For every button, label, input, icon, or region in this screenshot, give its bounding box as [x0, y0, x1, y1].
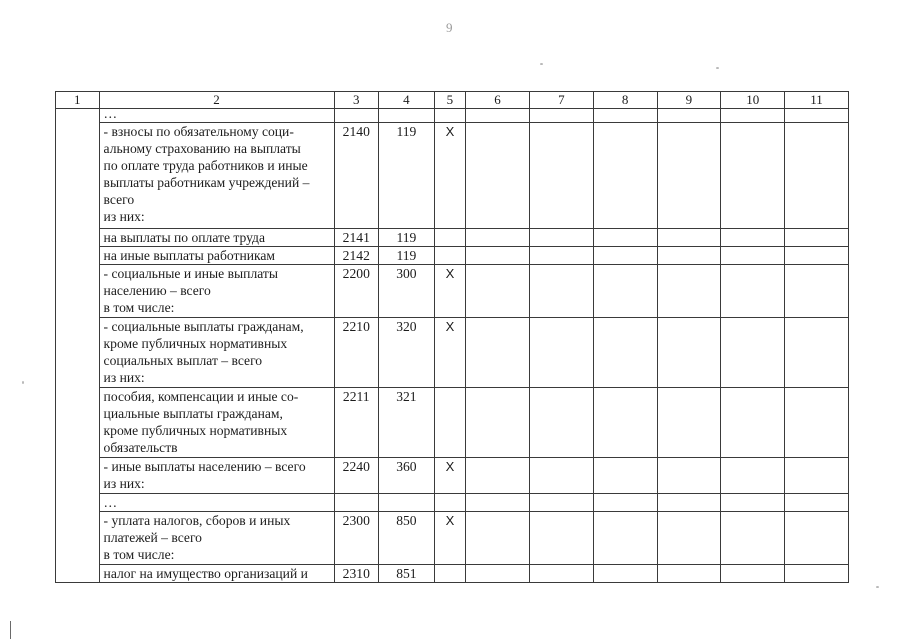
- row-code: 2142: [334, 247, 379, 265]
- description-line: - иные выплаты населению – всего: [103, 459, 306, 474]
- amount-cell: [657, 458, 721, 494]
- amount-cell: [593, 123, 657, 229]
- table-row: [56, 123, 849, 229]
- amount-cell: [529, 229, 593, 247]
- amount-cell: [657, 265, 721, 318]
- amount-cell: [529, 458, 593, 494]
- description-line: кроме публичных нормативных: [103, 423, 288, 438]
- description-line: …: [103, 108, 118, 121]
- table-row: [56, 109, 849, 123]
- amount-cell: [593, 494, 657, 512]
- amount-cell: [529, 512, 593, 565]
- amount-cell: [657, 318, 721, 388]
- amount-cell: [721, 265, 785, 318]
- amount-cell: [785, 512, 849, 565]
- kbk-code: 119: [379, 123, 435, 229]
- header-cell: 4: [379, 92, 435, 109]
- kbk-code: 360: [379, 458, 435, 494]
- kbk-code: 119: [379, 229, 435, 247]
- x-mark: [434, 109, 465, 123]
- amount-cell: [593, 388, 657, 458]
- page-number: 9: [446, 20, 453, 35]
- amount-cell: [785, 458, 849, 494]
- kbk-code: [379, 109, 435, 123]
- amount-cell: [593, 229, 657, 247]
- row-description: [99, 123, 334, 229]
- description-line: из них:: [103, 209, 145, 224]
- amount-cell: [466, 318, 530, 388]
- description-line: платежей – всего: [103, 530, 202, 545]
- x-mark: [434, 565, 465, 583]
- amount-cell: [785, 109, 849, 123]
- row-description: [99, 512, 334, 565]
- amount-cell: [785, 229, 849, 247]
- row-code: 2300: [334, 512, 379, 565]
- amount-cell: [721, 109, 785, 123]
- amount-cell: [721, 388, 785, 458]
- row-code: 2210: [334, 318, 379, 388]
- description-line: - социальные выплаты гражданам,: [103, 319, 304, 334]
- x-mark: X: [434, 318, 465, 388]
- description-line: на выплаты по оплате труда: [103, 230, 266, 245]
- header-cell: 5: [434, 92, 465, 109]
- header-cell: 2: [99, 92, 334, 109]
- row-description: [99, 494, 334, 512]
- amount-cell: [466, 123, 530, 229]
- amount-cell: [593, 265, 657, 318]
- description-line: обязательств: [103, 440, 178, 455]
- header-cell: 10: [721, 92, 785, 109]
- amount-cell: [721, 123, 785, 229]
- description-line: - социальные и иные выплаты: [103, 266, 278, 281]
- amount-cell: [721, 318, 785, 388]
- amount-cell: [721, 458, 785, 494]
- description-line: из них:: [103, 476, 145, 491]
- row-code: 2240: [334, 458, 379, 494]
- amount-cell: [593, 109, 657, 123]
- row-description: [99, 388, 334, 458]
- row-code: [334, 109, 379, 123]
- table-row: [56, 494, 849, 512]
- kbk-code: 300: [379, 265, 435, 318]
- amount-cell: [466, 388, 530, 458]
- header-cell: 8: [593, 92, 657, 109]
- amount-cell: [529, 318, 593, 388]
- scan-speck: [716, 67, 719, 69]
- amount-cell: [466, 265, 530, 318]
- row-description: [99, 565, 334, 583]
- amount-cell: [785, 247, 849, 265]
- amount-cell: [657, 388, 721, 458]
- amount-cell: [785, 265, 849, 318]
- kbk-code: 321: [379, 388, 435, 458]
- description-line: альному страхованию на выплаты: [103, 141, 301, 156]
- amount-cell: [466, 247, 530, 265]
- amount-cell: [466, 494, 530, 512]
- header-cell: 1: [56, 92, 100, 109]
- amount-cell: [785, 318, 849, 388]
- amount-cell: [593, 318, 657, 388]
- amount-cell: [593, 512, 657, 565]
- x-mark: [434, 494, 465, 512]
- scan-speck: [540, 63, 543, 65]
- amount-cell: [466, 565, 530, 583]
- row-code: 2200: [334, 265, 379, 318]
- header-cell: 9: [657, 92, 721, 109]
- amount-cell: [657, 109, 721, 123]
- header-cell: 3: [334, 92, 379, 109]
- amount-cell: [529, 247, 593, 265]
- row-code: [334, 494, 379, 512]
- table-row: [56, 318, 849, 388]
- amount-cell: [721, 229, 785, 247]
- amount-cell: [593, 247, 657, 265]
- amount-cell: [466, 458, 530, 494]
- x-mark: X: [434, 265, 465, 318]
- amount-cell: [529, 388, 593, 458]
- amount-cell: [593, 565, 657, 583]
- table-header-row: [56, 92, 849, 109]
- description-line: кроме публичных нормативных: [103, 336, 288, 351]
- description-line: в том числе:: [103, 300, 175, 315]
- description-line: - уплата налогов, сборов и иных: [103, 513, 291, 528]
- scan-edge-mark: [10, 621, 11, 639]
- amount-cell: [721, 247, 785, 265]
- budget-table: [55, 91, 849, 583]
- amount-cell: [529, 123, 593, 229]
- table-row: [56, 565, 849, 583]
- table-row: [56, 247, 849, 265]
- description-line: - взносы по обязательному соци-: [103, 124, 294, 139]
- amount-cell: [785, 494, 849, 512]
- table-row: [56, 512, 849, 565]
- amount-cell: [657, 247, 721, 265]
- amount-cell: [529, 494, 593, 512]
- description-line: из них:: [103, 370, 145, 385]
- header-cell: 6: [466, 92, 530, 109]
- amount-cell: [721, 512, 785, 565]
- amount-cell: [529, 565, 593, 583]
- amount-cell: [657, 229, 721, 247]
- row-description: [99, 247, 334, 265]
- amount-cell: [529, 109, 593, 123]
- row-number-cell: [56, 109, 100, 583]
- row-code: 2140: [334, 123, 379, 229]
- kbk-code: 851: [379, 565, 435, 583]
- x-mark: X: [434, 512, 465, 565]
- description-line: циальные выплаты гражданам,: [103, 406, 283, 421]
- description-line: на иные выплаты работникам: [103, 248, 276, 263]
- description-line: выплаты работникам учреждений –: [103, 175, 310, 190]
- x-mark: X: [434, 123, 465, 229]
- amount-cell: [657, 565, 721, 583]
- description-line: …: [103, 495, 118, 510]
- row-description: [99, 109, 334, 123]
- amount-cell: [721, 494, 785, 512]
- description-line: налог на имущество организаций и: [103, 566, 308, 581]
- amount-cell: [466, 229, 530, 247]
- header-cell: 7: [529, 92, 593, 109]
- amount-cell: [657, 512, 721, 565]
- x-mark: [434, 388, 465, 458]
- header-cell: 11: [785, 92, 849, 109]
- table-row: [56, 388, 849, 458]
- description-line: пособия, компенсации и иные со-: [103, 389, 299, 404]
- description-line: по оплате труда работников и иные: [103, 158, 308, 173]
- row-description: [99, 318, 334, 388]
- description-line: социальных выплат – всего: [103, 353, 263, 368]
- kbk-code: 850: [379, 512, 435, 565]
- row-code: 2211: [334, 388, 379, 458]
- table-row: [56, 265, 849, 318]
- kbk-code: [379, 494, 435, 512]
- amount-cell: [721, 565, 785, 583]
- row-code: 2141: [334, 229, 379, 247]
- amount-cell: [785, 388, 849, 458]
- table-row: [56, 229, 849, 247]
- row-description: [99, 265, 334, 318]
- row-code: 2310: [334, 565, 379, 583]
- amount-cell: [529, 265, 593, 318]
- amount-cell: [466, 512, 530, 565]
- amount-cell: [657, 123, 721, 229]
- description-line: в том числе:: [103, 547, 175, 562]
- x-mark: [434, 247, 465, 265]
- description-line: населению – всего: [103, 283, 211, 298]
- description-line: всего: [103, 192, 135, 207]
- kbk-code: 320: [379, 318, 435, 388]
- amount-cell: [593, 458, 657, 494]
- amount-cell: [657, 494, 721, 512]
- x-mark: X: [434, 458, 465, 494]
- row-description: [99, 458, 334, 494]
- scan-speck: [876, 586, 879, 588]
- amount-cell: [466, 109, 530, 123]
- amount-cell: [785, 123, 849, 229]
- scan-speck: [22, 381, 24, 384]
- kbk-code: 119: [379, 247, 435, 265]
- table-row: [56, 458, 849, 494]
- amount-cell: [785, 565, 849, 583]
- x-mark: [434, 229, 465, 247]
- row-description: [99, 229, 334, 247]
